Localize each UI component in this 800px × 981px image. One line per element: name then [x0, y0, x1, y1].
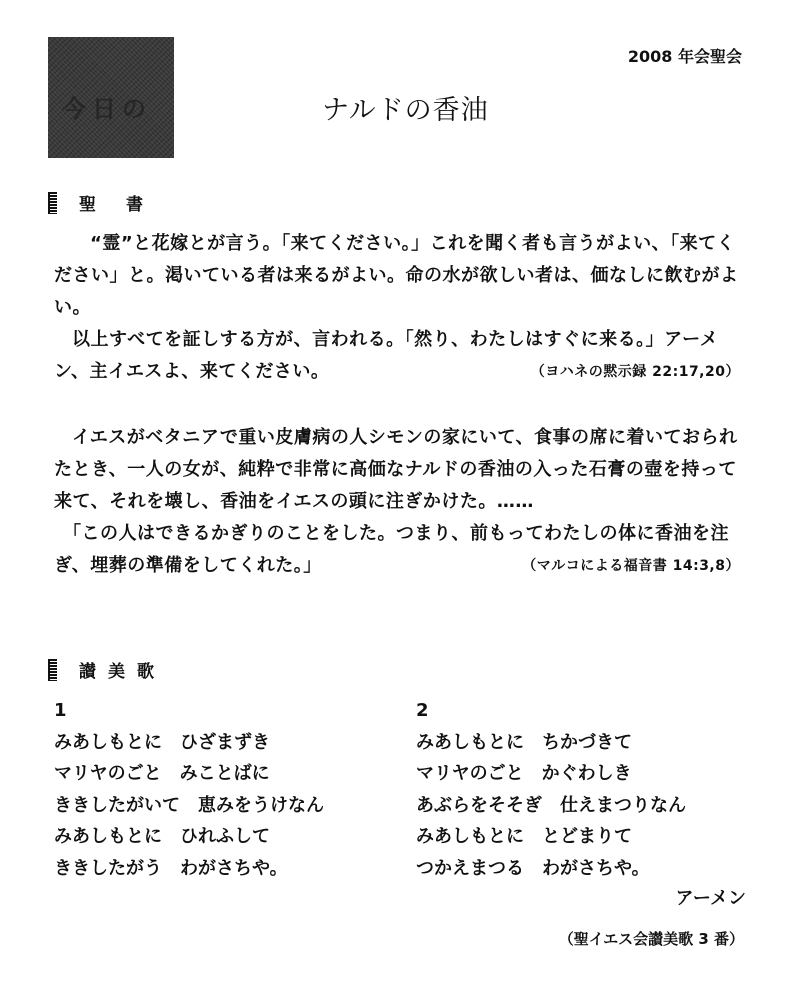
page-title: ナルドの香油	[322, 95, 489, 126]
hymn-heading-label: 讃美歌	[79, 662, 166, 682]
verse-line: マリヤのごと みことばに	[54, 763, 270, 784]
hymn-verse-2	[416, 695, 686, 884]
citation-mark: （マルコによる福音書 14:3,8）	[522, 558, 740, 574]
date-label: 2008 年会聖会	[627, 47, 742, 66]
bible-passage-3: イエスがベタニアで重い皮膚病の人シモンの家にいて、食事の席に着いておられたとき、一人の女が、純粋で非常に高価なナルドの香油の入った石膏の壺を持って来て、それを壊し、香油をイエスの頭に注ぎかけた。……	[54, 427, 738, 512]
verse-line: みあしもとに ひれふして	[54, 826, 270, 847]
hymn-verse-1	[54, 695, 324, 884]
bible-section-heading	[48, 190, 173, 215]
bible-passage-2-text: 以上すべてを証しする方が、言われる。「然り、わたしはすぐに来る。」アーメン、主イエスよ、来てください。	[54, 329, 719, 382]
verse-line: みあしもとに ちかづきて	[416, 731, 632, 753]
verse-line: ききしたがう わがさちや。	[54, 857, 288, 879]
bible-passage-1: “霊”と花嫁とが言う。「来てください。」これを聞く者も言うがよい、「来てください」と。渇いている者は来るがよい。命の水が欲しい者は、価なしに飲むがよい。	[54, 233, 739, 318]
section-marker-icon	[48, 659, 57, 681]
bible-passage-4-text: 「この人はできるかぎりのことをした。つまり、前もってわたしの体に香油を注ぎ、埋葬の準備をしてくれた。」	[54, 523, 729, 576]
bible-passage-2	[54, 324, 744, 388]
hymn-section-heading	[48, 657, 166, 682]
verse-line: みあしもとに とどまりて	[416, 826, 632, 847]
verse-number: 2	[416, 700, 429, 721]
bible-passage-4	[54, 518, 744, 582]
bible-heading-label: 聖書	[79, 195, 173, 215]
citation-revelation: （ヨハネの黙示録 22:17,20）	[530, 364, 740, 380]
hymn-source: （聖イエス会讃美歌 3 番）	[558, 930, 744, 948]
verse-line: ききしたがいて 恵みをうけなん	[54, 794, 324, 816]
badge-text: 今日の	[62, 94, 152, 123]
verse-line: マリヤのごと かぐわしき	[416, 763, 632, 784]
header-badge	[48, 37, 174, 158]
section-marker-icon	[48, 192, 57, 214]
verse-line: つかえまつる わがさちや。	[416, 857, 650, 879]
hymn-amen: アーメン	[675, 888, 746, 909]
verse-line: あぶらをそそぎ 仕えまつりなん	[416, 794, 686, 816]
verse-line: みあしもとに ひざまずき	[54, 731, 270, 753]
verse-number: 1	[54, 700, 67, 721]
